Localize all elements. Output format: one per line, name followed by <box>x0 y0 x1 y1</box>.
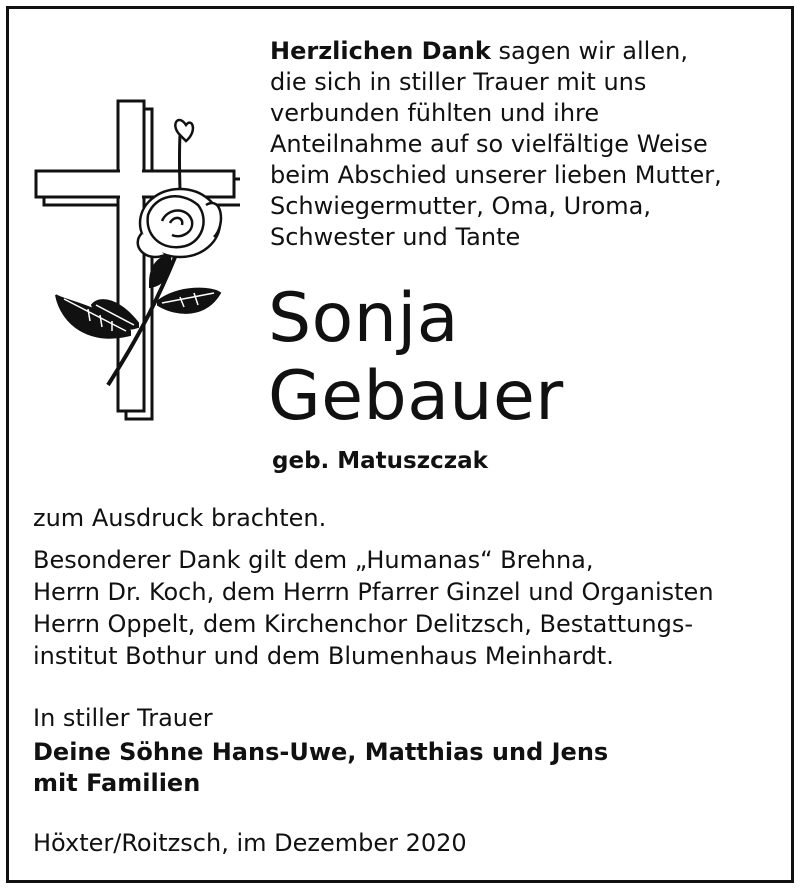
first-name: Sonja <box>268 279 459 358</box>
intro-line: die sich in stiller Trauer mit uns <box>270 68 647 96</box>
thanks-line: institut Bothur und dem Blumenhaus Meinhardt. <box>33 642 614 670</box>
family-signature <box>33 737 608 799</box>
thanks-line: Herrn Dr. Koch, dem Herrn Pfarrer Ginzel und Organisten <box>33 578 714 606</box>
family-line: mit Familien <box>33 769 201 797</box>
intro-lead: Herzlichen Dank <box>270 37 491 65</box>
special-thanks <box>33 544 783 672</box>
intro-line: Schwester und Tante <box>270 223 521 251</box>
intro-line: verbunden fühlten und ihre <box>270 99 600 127</box>
thanks-line: Herrn Oppelt, dem Kirchenchor Delitzsch, Bestattungs- <box>33 610 693 638</box>
intro-line: Anteilnahme auf so vielfältige Weise <box>270 130 708 158</box>
place-and-date: Höxter/Roitzsch, im Dezember 2020 <box>33 829 467 857</box>
last-name: Gebauer <box>268 357 564 436</box>
intro-rest: sagen wir allen, <box>490 37 688 65</box>
intro-first-line <box>270 36 780 67</box>
closing-line: zum Ausdruck brachten. <box>33 504 327 532</box>
thanks-line: Besonderer Dank gilt dem „Humanas“ Brehna, <box>33 546 594 574</box>
cross-with-rose-icon <box>30 95 240 425</box>
birth-name: geb. Matuszczak <box>272 448 488 474</box>
intro-line: Schwiegermutter, Oma, Uroma, <box>270 192 651 220</box>
intro-line: beim Abschied unserer lieben Mutter, <box>270 161 722 189</box>
deceased-name <box>268 280 564 436</box>
family-line: Deine Söhne Hans-Uwe, Matthias und Jens <box>33 738 609 766</box>
intro-text <box>270 36 780 253</box>
mourning-line: In stiller Trauer <box>33 704 213 732</box>
